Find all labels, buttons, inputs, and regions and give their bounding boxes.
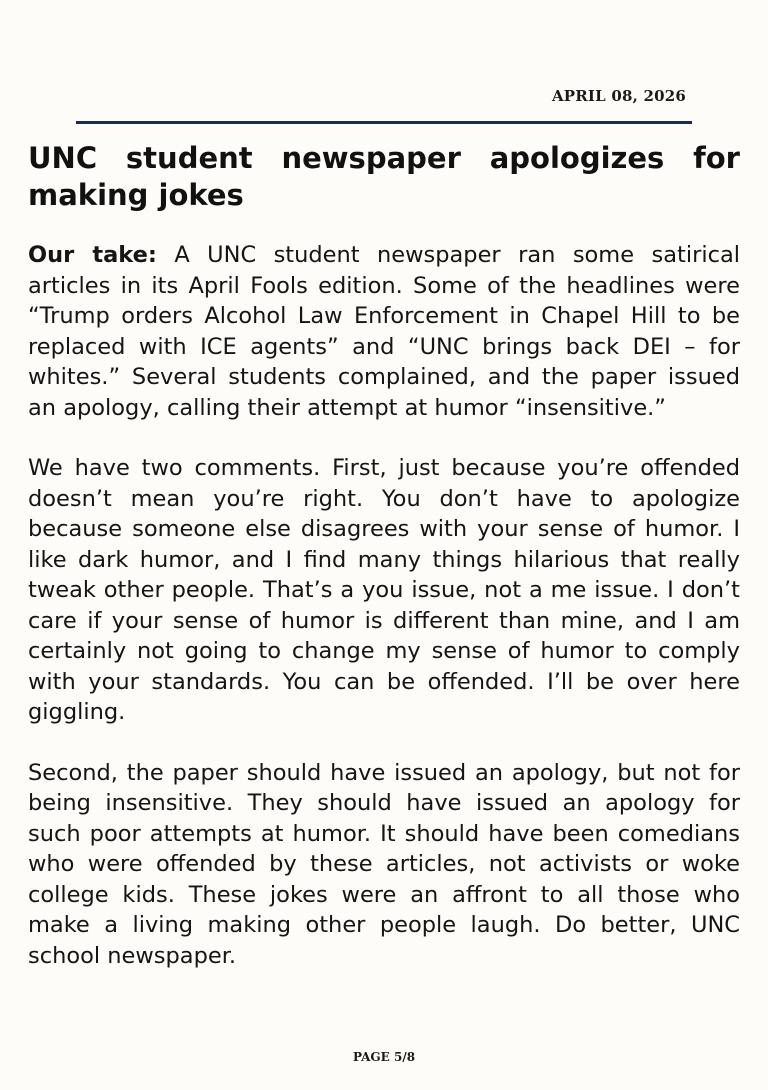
lead-paragraph: [28, 240, 740, 423]
issue-date: APRIL 08, 2026: [551, 87, 686, 105]
article-body: [28, 240, 740, 1001]
header-divider: [76, 121, 692, 124]
paragraph-2: We have two comments. First, just because you’re offended doesn’t mean you’re right. You don’t have to apologize because someone else disagrees with your sense of humor. I like dark humor, and I find many things hilarious that really tweak other people. That’s a you issue, not a me issue. I don’t care if your sense of humor is different than mine, and I am certainly not going to change my sense of humor to comply with your standards. You can be offended. I’ll be over here giggling.: [28, 455, 740, 725]
article-headline: UNC student newspaper apologizes for making jokes: [28, 141, 740, 212]
lead-text: A UNC student newspaper ran some satirical articles in its April Fools edition. Some of the headlines were “Trump orders Alcohol Law Enforcement in Chapel Hill to be replaced with ICE agents” and “UNC brings back DEI – for whites.” Several students complained, and the paper issued an apology, calling their attempt at humor “insensitive.”: [28, 242, 740, 421]
lead-label: Our take:: [28, 242, 157, 268]
paragraph-3: Second, the paper should have issued an apology, but not for being insensitive. They should have issued an apology for such poor attempts at humor. It should have been comedians who were offended by these articles, not activists or woke college kids. These jokes were an affront to all those who make a living making other people laugh. Do better, UNC school newspaper.: [28, 759, 740, 969]
page-number: PAGE 5/8: [352, 1050, 416, 1064]
